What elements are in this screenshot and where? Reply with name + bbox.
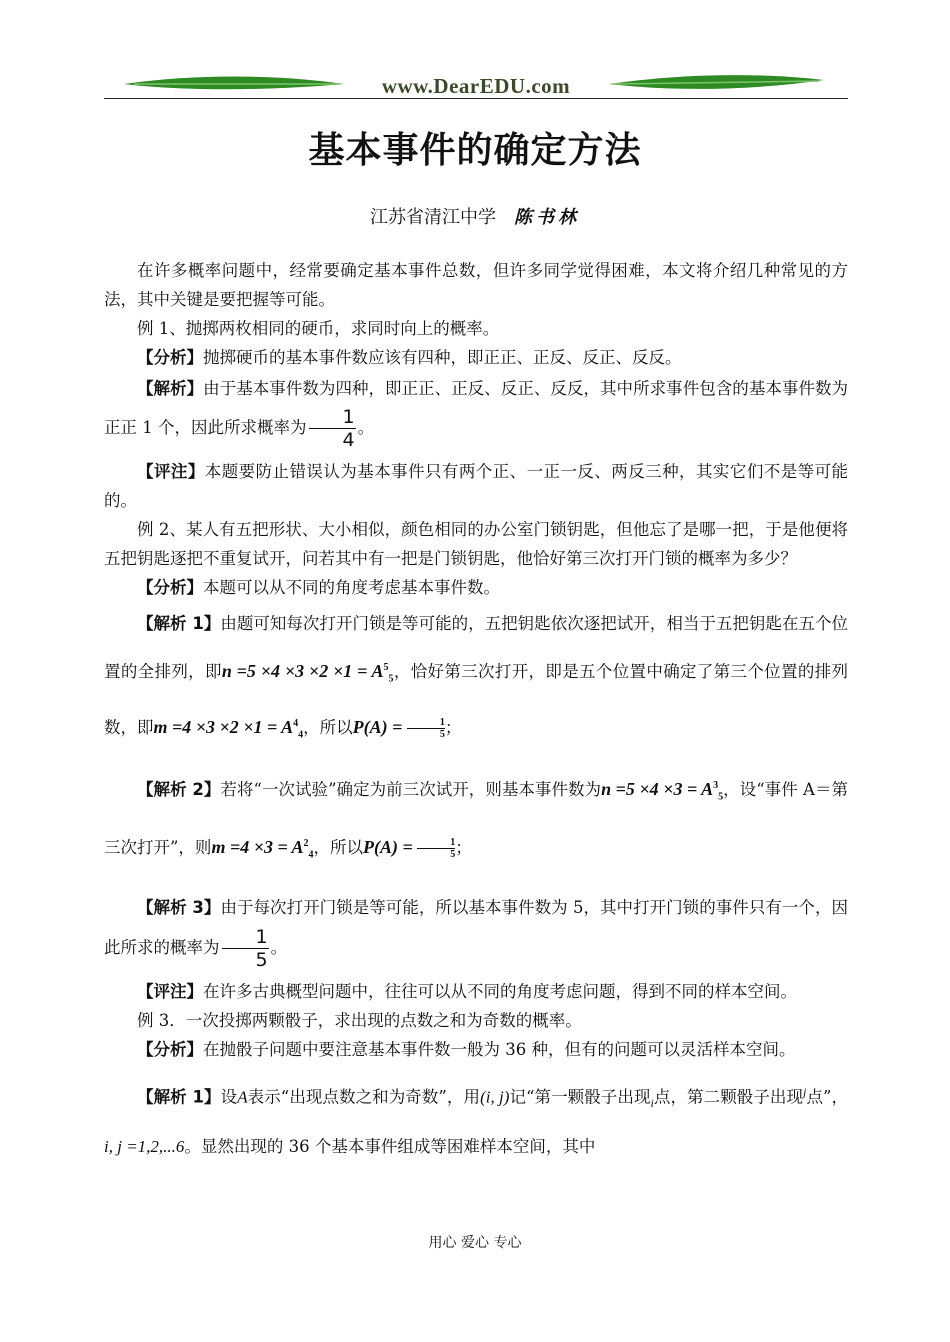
fraction-denominator: 5 <box>439 728 445 740</box>
fraction-one-fifth <box>222 926 269 971</box>
banner-site-text: www.DearEDU.com <box>381 74 571 98</box>
variable-i: i <box>650 1096 654 1111</box>
example-2-solution-2 <box>104 763 848 878</box>
solution-1-text-d: ； <box>444 717 462 737</box>
fraction-numerator: 1 <box>222 926 269 949</box>
example-1: 例 1、抛掷两枚相同的硬币，求同时向上的概率。 <box>137 319 500 338</box>
fraction-numerator: 1 <box>407 717 445 729</box>
variable-A: A <box>237 1087 248 1107</box>
document-body <box>104 256 848 1169</box>
formula-sub: 5 <box>718 791 724 803</box>
analysis-label: 【分析】 <box>137 348 203 367</box>
analysis-text: 抛掷硬币的基本事件数应该有四种，即正正、正反、反正、反反。 <box>203 348 682 367</box>
formula-body: m =4 ×3 ×2 ×1 = A <box>153 716 294 737</box>
example-2: 例 2、某人有五把形状、大小相似，颜色相同的办公室门锁钥匙，但他忘了是哪一把，于是他便将五把钥匙逐把不重复试开，问若其中有一把是门锁钥匙，他恰好第三次打开门锁的概率为多少？ <box>104 520 848 568</box>
analysis-text: 本题可以从不同的角度考虑基本事件数。 <box>203 578 500 597</box>
solution-1-label: 【解析 1】 <box>137 614 221 633</box>
fraction-denominator: 4 <box>342 429 355 451</box>
solution-1-text-f: 。显然出现的 36 个基本事件组成等困难样本空间，其中 <box>184 1137 596 1157</box>
example-3-analysis <box>104 1035 848 1064</box>
formula-n-first-three <box>601 779 724 803</box>
formula-sup: 3 <box>713 780 719 792</box>
example-2-solution-3 <box>104 890 848 971</box>
solution-label: 【解析】 <box>137 379 204 398</box>
solution-2-text-b: ，设“事件 A＝第三次打开”，则 <box>104 780 848 857</box>
solution-1-text-e: 点”， <box>806 1087 849 1107</box>
solution-1-text-a: 设 <box>220 1087 238 1107</box>
example-1-solution <box>104 372 848 451</box>
example-2-note <box>104 977 848 1006</box>
variable-ij-range: i, j =1,2,...6 <box>104 1137 185 1157</box>
formula-body: P(A) = <box>352 716 403 737</box>
formula-m-first-three <box>211 836 314 861</box>
solution-1-text-b: 表示“出现点数之和为奇数”，用 <box>247 1087 481 1107</box>
document-title: 基本事件的确定方法 <box>308 130 642 171</box>
example-1-analysis <box>104 343 848 372</box>
fraction-numerator: 1 <box>309 406 356 429</box>
solution-1-text-a: 由题可知每次打开门锁是等可能的，五把钥匙依次逐把试开，相当于五把钥匙在五个位置的全排列，即 <box>104 614 849 681</box>
intro-paragraph: 在许多概率问题中，经常要确定基本事件总数，但许多同学觉得困难，本文将介绍几种常见的方法，其中关键是要把握等可能。 <box>104 261 848 309</box>
fraction-one-quarter <box>309 406 356 451</box>
small-fraction <box>407 717 445 740</box>
formula-body: P(A) = <box>363 836 413 857</box>
formula-body: n =5 ×4 ×3 ×2 ×1 = A <box>221 661 384 681</box>
header-rule <box>104 98 848 99</box>
formula-sub: 4 <box>308 849 314 861</box>
note-text: 在许多古典概型问题中，往往可以从不同的角度考虑问题，得到不同的样本空间。 <box>203 982 797 1002</box>
formula-body: m =4 ×3 = A <box>211 836 304 857</box>
formula-sup: 2 <box>303 837 309 849</box>
solution-end: 。 <box>357 418 375 437</box>
example-2-analysis <box>104 573 848 602</box>
fraction-numerator: 1 <box>417 837 455 849</box>
page-footer: 用心 爱心 专心 <box>428 1235 522 1251</box>
solution-2-text-d: ； <box>455 837 472 857</box>
formula-body: n =5 ×4 ×3 = A <box>601 779 714 800</box>
example-3: 例 3．一次投掷两颗骰子，求出现的点数之和为奇数的概率。 <box>137 1011 582 1031</box>
solution-text: 由于基本事件数为四种，即正正、正反、反正、反反，其中所求事件包含的基本事件数为正正 1 个，因此所求概率为 <box>104 379 849 437</box>
solution-1-label: 【解析 1】 <box>137 1087 221 1107</box>
solution-2-text-a: 若将“一次试验”确定为前三次试开，则基本事件数为 <box>220 780 602 800</box>
variable-pair-ij: (i, j) <box>480 1087 510 1107</box>
byline <box>0 203 950 229</box>
formula-n-full-permutation <box>221 661 394 685</box>
analysis-text: 在抛骰子问题中要注意基本事件数一般为 36 种，但有的问题可以灵活样本空间。 <box>203 1040 796 1060</box>
note-text: 本题要防止错误认为基本事件只有两个正、一正一反、两反三种，其实它们不是等可能的。 <box>104 462 849 510</box>
analysis-label: 【分析】 <box>137 578 203 597</box>
formula-sub: 5 <box>388 673 394 685</box>
formula-probability <box>352 716 445 740</box>
small-fraction <box>417 837 455 860</box>
solution-3-text: 由于每次打开门锁是等可能，所以基本事件数为 5，其中打开门锁的事件只有一个，因此所求的概率为 <box>104 898 848 958</box>
note-label: 【评注】 <box>137 462 205 481</box>
example-3-solution-1 <box>104 1070 848 1169</box>
solution-3-label: 【解析 3】 <box>137 898 221 918</box>
solution-2-label: 【解析 2】 <box>137 780 221 800</box>
formula-sup: 4 <box>293 717 299 729</box>
solution-1-text-c: 记“第一颗骰子出现 <box>509 1087 651 1107</box>
note-label: 【评注】 <box>137 982 203 1002</box>
formula-probability <box>363 836 456 861</box>
solution-3-end: 。 <box>270 938 288 958</box>
formula-sup: 5 <box>383 662 389 673</box>
fraction-denominator: 5 <box>450 849 456 861</box>
author: 陈书林 <box>514 207 580 228</box>
example-1-note <box>104 457 848 515</box>
solution-1-text-c: ，所以 <box>303 717 353 737</box>
solution-1-text-d: 点，第二颗骰子出现 <box>653 1087 804 1107</box>
example-2-solution-1 <box>104 602 848 757</box>
fraction-denominator: 5 <box>255 949 268 972</box>
solution-1-text-b: ，恰好第三次打开，即是五个位置中确定了第三个位置的排列数，即 <box>104 662 849 737</box>
variable-j: j <box>803 1085 807 1100</box>
formula-sub: 4 <box>298 729 304 741</box>
formula-m-permutation <box>153 716 304 741</box>
analysis-label: 【分析】 <box>137 1040 203 1060</box>
affiliation: 江苏省清江中学 <box>370 207 496 228</box>
solution-2-text-c: ，所以 <box>313 837 364 857</box>
